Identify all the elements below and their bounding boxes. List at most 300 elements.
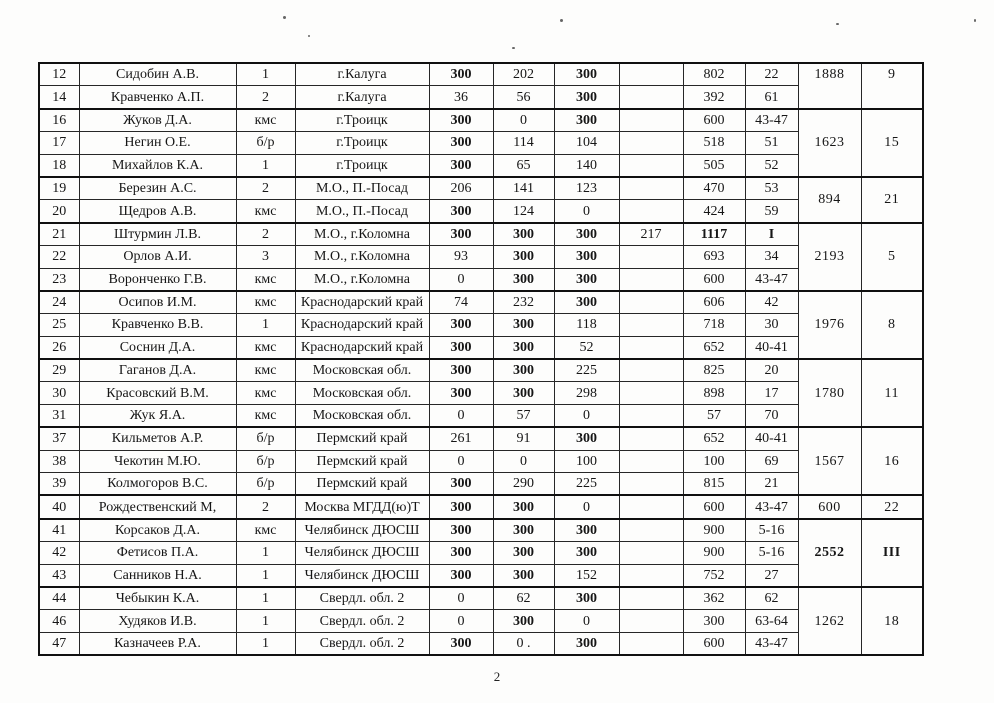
cell-athlete-name: Худяков И.В. — [79, 610, 236, 632]
cell-total-score: 600 — [683, 268, 745, 291]
cell-entry-number: 39 — [39, 473, 79, 496]
cell-athlete-name: Гаганов Д.А. — [79, 359, 236, 382]
cell-score-3: 298 — [554, 382, 619, 404]
cell-extra-score — [619, 632, 683, 655]
cell-team-name: М.О., П.-Посад — [295, 177, 429, 200]
cell-score-1: 0 — [429, 404, 493, 427]
table-row — [39, 109, 923, 132]
table-row — [39, 542, 923, 564]
cell-sport-rank: 1 — [236, 542, 295, 564]
cell-total-score: 900 — [683, 519, 745, 542]
cell-team-name: Пермский край — [295, 473, 429, 496]
cell-score-3: 300 — [554, 86, 619, 109]
cell-score-1: 300 — [429, 473, 493, 496]
cell-score-1: 300 — [429, 223, 493, 246]
cell-score-2: 114 — [493, 132, 554, 154]
cell-sport-rank: кмс — [236, 291, 295, 314]
results-table — [38, 62, 924, 656]
cell-extra-score — [619, 86, 683, 109]
cell-extra-score — [619, 587, 683, 610]
page-number: 2 — [493, 669, 501, 684]
cell-total-score: 470 — [683, 177, 745, 200]
cell-place: 63-64 — [745, 610, 798, 632]
table-row — [39, 404, 923, 427]
cell-entry-number: 37 — [39, 427, 79, 450]
cell-place: 43-47 — [745, 268, 798, 291]
cell-extra-score — [619, 564, 683, 587]
cell-score-2: 300 — [493, 336, 554, 359]
cell-team-name: М.О., г.Коломна — [295, 223, 429, 246]
cell-place: 51 — [745, 132, 798, 154]
cell-sport-rank: 1 — [236, 632, 295, 655]
cell-team-place: 8 — [861, 291, 923, 359]
cell-sport-rank: 1 — [236, 154, 295, 177]
cell-score-2: 0 — [493, 109, 554, 132]
cell-team-name: Краснодарский край — [295, 336, 429, 359]
cell-score-3: 123 — [554, 177, 619, 200]
cell-score-1: 300 — [429, 359, 493, 382]
table-row — [39, 154, 923, 177]
cell-team-name: Москва МГДД(ю)Т — [295, 495, 429, 518]
cell-score-3: 300 — [554, 427, 619, 450]
cell-team-name: Челябинск ДЮСШ — [295, 564, 429, 587]
cell-score-3: 300 — [554, 542, 619, 564]
cell-score-2: 300 — [493, 268, 554, 291]
cell-sport-rank: б/р — [236, 427, 295, 450]
cell-entry-number: 30 — [39, 382, 79, 404]
table-row — [39, 382, 923, 404]
cell-total-score: 600 — [683, 109, 745, 132]
cell-athlete-name: Щедров А.В. — [79, 200, 236, 223]
cell-score-1: 261 — [429, 427, 493, 450]
cell-team-name: Пермский край — [295, 427, 429, 450]
cell-score-1: 300 — [429, 564, 493, 587]
table-row — [39, 246, 923, 268]
cell-score-3: 0 — [554, 200, 619, 223]
scan-speck — [974, 19, 976, 22]
cell-sport-rank: 1 — [236, 63, 295, 86]
cell-team-total: 1780 — [798, 359, 861, 427]
cell-entry-number: 42 — [39, 542, 79, 564]
cell-place: 5-16 — [745, 519, 798, 542]
cell-athlete-name: Корсаков Д.А. — [79, 519, 236, 542]
cell-score-2: 300 — [493, 223, 554, 246]
cell-total-score: 100 — [683, 450, 745, 472]
cell-total-score: 693 — [683, 246, 745, 268]
scan-speck — [308, 35, 310, 37]
cell-team-name: г.Калуга — [295, 86, 429, 109]
cell-entry-number: 40 — [39, 495, 79, 518]
table-row — [39, 632, 923, 655]
cell-score-1: 300 — [429, 336, 493, 359]
cell-team-name: Краснодарский край — [295, 291, 429, 314]
cell-score-3: 300 — [554, 268, 619, 291]
cell-team-name: М.О., г.Коломна — [295, 246, 429, 268]
cell-total-score: 600 — [683, 495, 745, 518]
cell-score-3: 300 — [554, 632, 619, 655]
cell-team-place: 22 — [861, 495, 923, 518]
cell-extra-score: 217 — [619, 223, 683, 246]
cell-entry-number: 14 — [39, 86, 79, 109]
cell-team-name: Пермский край — [295, 450, 429, 472]
table-row — [39, 291, 923, 314]
cell-team-total: 2552 — [798, 519, 861, 587]
cell-score-1: 206 — [429, 177, 493, 200]
cell-athlete-name: Штурмин Л.В. — [79, 223, 236, 246]
cell-entry-number: 29 — [39, 359, 79, 382]
cell-place: 43-47 — [745, 632, 798, 655]
cell-extra-score — [619, 359, 683, 382]
cell-sport-rank: 1 — [236, 610, 295, 632]
cell-score-3: 0 — [554, 610, 619, 632]
cell-extra-score — [619, 404, 683, 427]
cell-athlete-name: Негин О.Е. — [79, 132, 236, 154]
cell-entry-number: 43 — [39, 564, 79, 587]
table-row — [39, 268, 923, 291]
cell-team-name: Челябинск ДЮСШ — [295, 542, 429, 564]
cell-extra-score — [619, 246, 683, 268]
cell-place: 17 — [745, 382, 798, 404]
cell-total-score: 518 — [683, 132, 745, 154]
cell-score-2: 0 . — [493, 632, 554, 655]
cell-score-2: 57 — [493, 404, 554, 427]
cell-total-score: 652 — [683, 336, 745, 359]
cell-total-score: 392 — [683, 86, 745, 109]
scan-speck — [560, 19, 563, 22]
cell-place: 43-47 — [745, 495, 798, 518]
cell-place: 43-47 — [745, 109, 798, 132]
cell-extra-score — [619, 314, 683, 336]
scan-speck — [512, 47, 515, 49]
cell-team-name: Свердл. обл. 2 — [295, 610, 429, 632]
cell-score-3: 52 — [554, 336, 619, 359]
cell-team-total: 1623 — [798, 109, 861, 177]
cell-team-name: Московская обл. — [295, 359, 429, 382]
cell-place: 21 — [745, 473, 798, 496]
cell-team-total: 1888 — [798, 63, 861, 109]
cell-sport-rank: 3 — [236, 246, 295, 268]
cell-total-score: 652 — [683, 427, 745, 450]
cell-team-name: Московская обл. — [295, 404, 429, 427]
table-row — [39, 610, 923, 632]
cell-score-2: 141 — [493, 177, 554, 200]
cell-team-place: 16 — [861, 427, 923, 495]
cell-score-3: 300 — [554, 587, 619, 610]
cell-total-score: 362 — [683, 587, 745, 610]
cell-athlete-name: Сидобин А.В. — [79, 63, 236, 86]
cell-team-place: III — [861, 519, 923, 587]
cell-total-score: 606 — [683, 291, 745, 314]
cell-extra-score — [619, 610, 683, 632]
cell-team-name: М.О., г.Коломна — [295, 268, 429, 291]
cell-score-2: 300 — [493, 359, 554, 382]
cell-athlete-name: Красовский В.М. — [79, 382, 236, 404]
cell-athlete-name: Чекотин М.Ю. — [79, 450, 236, 472]
cell-extra-score — [619, 63, 683, 86]
cell-score-1: 0 — [429, 610, 493, 632]
cell-extra-score — [619, 109, 683, 132]
cell-score-1: 300 — [429, 63, 493, 86]
cell-athlete-name: Березин А.С. — [79, 177, 236, 200]
cell-team-place: 5 — [861, 223, 923, 291]
cell-place: 53 — [745, 177, 798, 200]
cell-score-3: 300 — [554, 519, 619, 542]
cell-score-2: 202 — [493, 63, 554, 86]
table-row — [39, 427, 923, 450]
cell-entry-number: 38 — [39, 450, 79, 472]
cell-place: 62 — [745, 587, 798, 610]
cell-team-total: 600 — [798, 495, 861, 518]
cell-entry-number: 26 — [39, 336, 79, 359]
cell-score-3: 300 — [554, 291, 619, 314]
cell-team-total: 2193 — [798, 223, 861, 291]
cell-place: 42 — [745, 291, 798, 314]
cell-score-2: 300 — [493, 564, 554, 587]
cell-score-3: 300 — [554, 223, 619, 246]
cell-entry-number: 41 — [39, 519, 79, 542]
table-row — [39, 564, 923, 587]
cell-place: 70 — [745, 404, 798, 427]
cell-athlete-name: Жук Я.А. — [79, 404, 236, 427]
cell-athlete-name: Кравченко А.П. — [79, 86, 236, 109]
table-row — [39, 86, 923, 109]
cell-extra-score — [619, 495, 683, 518]
cell-athlete-name: Санников Н.А. — [79, 564, 236, 587]
cell-entry-number: 47 — [39, 632, 79, 655]
cell-team-place: 15 — [861, 109, 923, 177]
cell-total-score: 802 — [683, 63, 745, 86]
cell-score-1: 300 — [429, 200, 493, 223]
cell-team-total: 1262 — [798, 587, 861, 655]
cell-score-1: 300 — [429, 132, 493, 154]
cell-extra-score — [619, 519, 683, 542]
cell-entry-number: 16 — [39, 109, 79, 132]
cell-total-score: 600 — [683, 632, 745, 655]
cell-total-score: 898 — [683, 382, 745, 404]
cell-place: 30 — [745, 314, 798, 336]
cell-entry-number: 24 — [39, 291, 79, 314]
cell-sport-rank: 2 — [236, 495, 295, 518]
cell-sport-rank: кмс — [236, 404, 295, 427]
cell-extra-score — [619, 427, 683, 450]
table-row — [39, 359, 923, 382]
cell-score-1: 300 — [429, 314, 493, 336]
cell-sport-rank: 2 — [236, 86, 295, 109]
cell-place: 27 — [745, 564, 798, 587]
cell-total-score: 300 — [683, 610, 745, 632]
cell-team-name: г.Троицк — [295, 109, 429, 132]
cell-score-3: 100 — [554, 450, 619, 472]
cell-sport-rank: кмс — [236, 382, 295, 404]
cell-total-score: 815 — [683, 473, 745, 496]
cell-total-score: 1117 — [683, 223, 745, 246]
cell-sport-rank: кмс — [236, 109, 295, 132]
table-row — [39, 314, 923, 336]
cell-score-2: 300 — [493, 542, 554, 564]
cell-score-3: 104 — [554, 132, 619, 154]
cell-score-2: 232 — [493, 291, 554, 314]
table-row — [39, 473, 923, 496]
cell-team-name: Свердл. обл. 2 — [295, 632, 429, 655]
cell-entry-number: 46 — [39, 610, 79, 632]
cell-athlete-name: Осипов И.М. — [79, 291, 236, 314]
cell-extra-score — [619, 200, 683, 223]
cell-score-3: 152 — [554, 564, 619, 587]
cell-sport-rank: б/р — [236, 132, 295, 154]
cell-extra-score — [619, 473, 683, 496]
cell-score-3: 300 — [554, 246, 619, 268]
cell-entry-number: 20 — [39, 200, 79, 223]
cell-score-3: 140 — [554, 154, 619, 177]
cell-athlete-name: Кильметов А.Р. — [79, 427, 236, 450]
cell-team-name: Челябинск ДЮСШ — [295, 519, 429, 542]
cell-score-1: 300 — [429, 632, 493, 655]
cell-place: 52 — [745, 154, 798, 177]
cell-score-1: 0 — [429, 587, 493, 610]
table-row — [39, 495, 923, 518]
cell-place: 59 — [745, 200, 798, 223]
cell-score-3: 300 — [554, 63, 619, 86]
cell-entry-number: 12 — [39, 63, 79, 86]
cell-score-2: 62 — [493, 587, 554, 610]
cell-sport-rank: 1 — [236, 564, 295, 587]
cell-athlete-name: Воронченко Г.В. — [79, 268, 236, 291]
cell-entry-number: 31 — [39, 404, 79, 427]
cell-extra-score — [619, 268, 683, 291]
cell-team-name: Свердл. обл. 2 — [295, 587, 429, 610]
cell-team-total: 894 — [798, 177, 861, 223]
cell-score-3: 300 — [554, 109, 619, 132]
table-row — [39, 336, 923, 359]
cell-score-1: 300 — [429, 154, 493, 177]
cell-place: I — [745, 223, 798, 246]
cell-score-3: 225 — [554, 359, 619, 382]
cell-team-name: М.О., П.-Посад — [295, 200, 429, 223]
cell-place: 69 — [745, 450, 798, 472]
cell-team-place: 21 — [861, 177, 923, 223]
cell-sport-rank: кмс — [236, 200, 295, 223]
cell-score-1: 300 — [429, 542, 493, 564]
cell-sport-rank: б/р — [236, 450, 295, 472]
cell-score-2: 300 — [493, 495, 554, 518]
cell-sport-rank: б/р — [236, 473, 295, 496]
cell-entry-number: 19 — [39, 177, 79, 200]
cell-score-1: 300 — [429, 519, 493, 542]
cell-score-2: 300 — [493, 519, 554, 542]
cell-sport-rank: кмс — [236, 336, 295, 359]
cell-total-score: 424 — [683, 200, 745, 223]
cell-extra-score — [619, 177, 683, 200]
table-row — [39, 587, 923, 610]
cell-team-name: г.Троицк — [295, 154, 429, 177]
cell-score-3: 225 — [554, 473, 619, 496]
cell-score-1: 74 — [429, 291, 493, 314]
cell-score-2: 65 — [493, 154, 554, 177]
cell-team-total: 1567 — [798, 427, 861, 495]
table-row — [39, 132, 923, 154]
cell-score-2: 300 — [493, 610, 554, 632]
cell-team-name: Московская обл. — [295, 382, 429, 404]
cell-entry-number: 44 — [39, 587, 79, 610]
cell-place: 22 — [745, 63, 798, 86]
cell-score-2: 290 — [493, 473, 554, 496]
cell-athlete-name: Колмогоров В.С. — [79, 473, 236, 496]
cell-place: 40-41 — [745, 427, 798, 450]
cell-athlete-name: Орлов А.И. — [79, 246, 236, 268]
cell-total-score: 825 — [683, 359, 745, 382]
cell-place: 5-16 — [745, 542, 798, 564]
table-row — [39, 200, 923, 223]
cell-extra-score — [619, 132, 683, 154]
table-row — [39, 519, 923, 542]
cell-extra-score — [619, 450, 683, 472]
cell-athlete-name: Кравченко В.В. — [79, 314, 236, 336]
cell-athlete-name: Жуков Д.А. — [79, 109, 236, 132]
cell-athlete-name: Рождественский М, — [79, 495, 236, 518]
cell-extra-score — [619, 382, 683, 404]
cell-score-1: 0 — [429, 268, 493, 291]
cell-total-score: 752 — [683, 564, 745, 587]
table-row — [39, 63, 923, 86]
cell-total-score: 900 — [683, 542, 745, 564]
cell-athlete-name: Фетисов П.А. — [79, 542, 236, 564]
cell-team-place: 18 — [861, 587, 923, 655]
cell-score-1: 36 — [429, 86, 493, 109]
cell-score-1: 300 — [429, 109, 493, 132]
results-table-body — [39, 63, 923, 655]
cell-athlete-name: Соснин Д.А. — [79, 336, 236, 359]
cell-score-2: 300 — [493, 314, 554, 336]
cell-total-score: 57 — [683, 404, 745, 427]
cell-total-score: 505 — [683, 154, 745, 177]
cell-team-name: г.Калуга — [295, 63, 429, 86]
cell-athlete-name: Чебыкин К.А. — [79, 587, 236, 610]
scan-speck — [836, 23, 839, 25]
cell-sport-rank: 2 — [236, 177, 295, 200]
cell-sport-rank: кмс — [236, 268, 295, 291]
table-row — [39, 450, 923, 472]
cell-score-2: 56 — [493, 86, 554, 109]
table-row — [39, 223, 923, 246]
cell-score-1: 93 — [429, 246, 493, 268]
cell-sport-rank: 1 — [236, 587, 295, 610]
cell-score-1: 300 — [429, 495, 493, 518]
cell-team-name: г.Троицк — [295, 132, 429, 154]
cell-score-3: 118 — [554, 314, 619, 336]
cell-sport-rank: 2 — [236, 223, 295, 246]
cell-entry-number: 25 — [39, 314, 79, 336]
cell-score-2: 300 — [493, 246, 554, 268]
cell-entry-number: 21 — [39, 223, 79, 246]
cell-team-place: 11 — [861, 359, 923, 427]
cell-sport-rank: 1 — [236, 314, 295, 336]
cell-total-score: 718 — [683, 314, 745, 336]
cell-score-1: 0 — [429, 450, 493, 472]
cell-score-2: 0 — [493, 450, 554, 472]
cell-place: 20 — [745, 359, 798, 382]
scan-speck — [283, 16, 286, 19]
cell-extra-score — [619, 542, 683, 564]
cell-team-total: 1976 — [798, 291, 861, 359]
cell-place: 34 — [745, 246, 798, 268]
cell-place: 40-41 — [745, 336, 798, 359]
cell-extra-score — [619, 336, 683, 359]
cell-entry-number: 22 — [39, 246, 79, 268]
cell-athlete-name: Михайлов К.А. — [79, 154, 236, 177]
cell-score-2: 124 — [493, 200, 554, 223]
cell-entry-number: 18 — [39, 154, 79, 177]
cell-sport-rank: кмс — [236, 359, 295, 382]
